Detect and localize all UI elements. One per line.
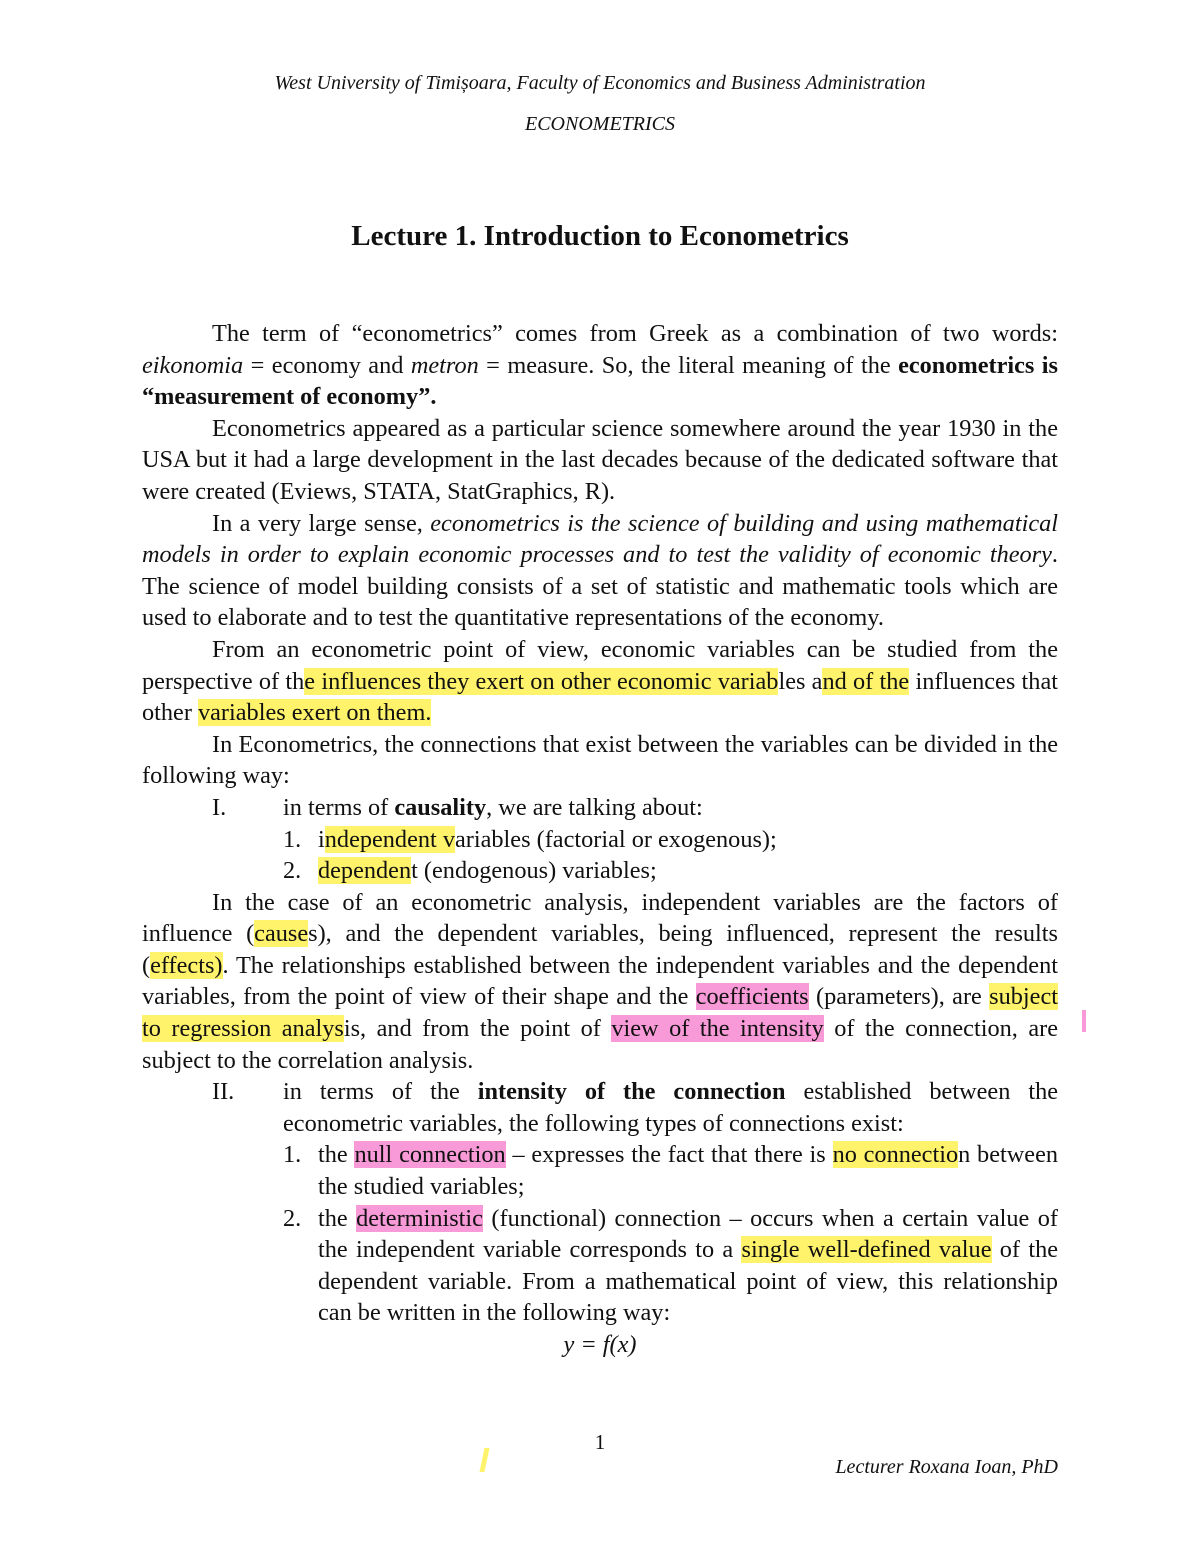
text: (parameters), are <box>808 983 990 1011</box>
section-causality <box>142 792 1058 824</box>
document-body <box>142 318 1058 1361</box>
text: The term of “econometrics” comes from Greek as a combination of two words: <box>212 320 1058 347</box>
annotation-mark-pink <box>1082 1010 1086 1032</box>
bold-term: intensity of the connection <box>477 1078 786 1106</box>
text: (functional) connection – occurs when a certain value of the independent variable corresponds to a <box>318 1204 1058 1264</box>
highlight-pink: null connection <box>354 1141 506 1169</box>
text: , we are talking about: <box>486 793 703 821</box>
highlight-yellow: no connectio <box>832 1141 959 1169</box>
paragraph-definition <box>142 508 1058 634</box>
text: = measure. So, the literal meaning of the <box>478 351 899 379</box>
paragraph-perspective <box>142 634 1058 729</box>
bold-term: causality <box>394 793 487 821</box>
text: i <box>318 825 325 853</box>
term-eikonomia: eikonomia <box>142 351 244 379</box>
text: in terms of the <box>283 1078 478 1106</box>
paragraph-etymology <box>142 318 1058 413</box>
footer-author: Lecturer Roxana Ioan, PhD <box>835 1456 1058 1478</box>
highlight-pink: deterministic <box>356 1204 483 1232</box>
highlight-yellow: e influences they exert on other economic variab <box>304 667 779 695</box>
list-item <box>142 824 1058 856</box>
italic-definition: econometrics is the science of building and using mathematical models in order to explain economic processes and to test the validity of economic theory <box>142 509 1059 569</box>
header-course: ECONOMETRICS <box>525 113 675 135</box>
text: is, and from the point of <box>343 1015 612 1043</box>
paragraph-history: Econometrics appeared as a particular science somewhere around the year 1930 in the USA but it had a large development in the last decades because of the dedicated software that were created (Eviews, STATA, StatGraphics, R). <box>142 414 1058 505</box>
roman-numeral: I. <box>212 793 227 821</box>
highlight-pink: coefficients <box>695 983 809 1011</box>
text: In a very large sense, <box>212 509 431 537</box>
text: n between the studied variables; <box>318 1141 1058 1201</box>
highlight-yellow: cause <box>254 920 309 948</box>
list-item <box>142 1203 1058 1329</box>
highlight-yellow: single well-defined value <box>741 1236 992 1264</box>
text: of the dependent variable. From a mathematical point of view, this relationship can be written in the following way: <box>318 1236 1058 1327</box>
item-number: 1. <box>283 825 302 853</box>
text: les a <box>778 667 823 695</box>
highlight-yellow: ndependent v <box>324 825 455 853</box>
text: the <box>318 1141 355 1169</box>
text: s), and the dependent variables, being influenced, represent the results ( <box>142 920 1058 979</box>
highlight-yellow: dependen <box>318 857 412 885</box>
lecture-title: Lecture 1. Introduction to Econometrics <box>351 220 849 252</box>
highlight-yellow: nd of the <box>822 667 910 695</box>
term-metron: metron <box>410 351 479 379</box>
text: = economy and <box>243 351 411 379</box>
item-number: 1. <box>283 1141 302 1169</box>
bold-definition: econometrics is “measurement of economy”. <box>142 351 1058 411</box>
text: From an econometric point of view, economic variables can be studied from the perspective of th <box>142 635 1058 695</box>
text: influences that other <box>142 667 1058 727</box>
highlight-yellow: subject to regression analys <box>142 983 1058 1043</box>
text: in terms of <box>283 793 395 821</box>
item-number: 2. <box>283 1204 302 1232</box>
text: established between the econometric variables, the following types of connections exist: <box>283 1078 1059 1137</box>
item-number: 2. <box>283 857 302 885</box>
text: . The relationships established between the independent variables and the dependent variables, from the point of view of their shape and the <box>142 951 1058 1011</box>
formula: y = f(x) <box>563 1331 637 1358</box>
paragraph-analysis <box>142 887 1058 1077</box>
paragraph-connections: In Econometrics, the connections that exist between the variables can be divided in the following way: <box>142 730 1058 790</box>
list-item <box>142 1139 1058 1202</box>
text: of the connection, are subject to the correlation analysis. <box>142 1015 1058 1074</box>
text: ariables (factorial or exogenous); <box>454 825 777 853</box>
highlight-yellow: variables exert on them. <box>198 699 432 727</box>
page-number: 1 <box>594 1430 606 1454</box>
text: . The science of model building consists of a set of statistic and mathematic tools which are used to elaborate and to test the quantitative representations of the economy. <box>142 541 1058 632</box>
highlight-pink: view of the intensity <box>611 1015 824 1043</box>
roman-numeral: II. <box>212 1078 235 1106</box>
section-intensity <box>142 1076 1058 1139</box>
header-university: West University of Timișoara, Faculty of Economics and Business Administration <box>274 72 926 94</box>
list-item <box>142 855 1058 887</box>
text: – expresses the fact that there is <box>505 1141 833 1169</box>
text: In the case of an econometric analysis, independent variables are the factors of influence ( <box>142 888 1058 948</box>
text: the <box>318 1204 357 1232</box>
text: t (endogenous) variables; <box>411 857 657 885</box>
highlight-yellow: effects) <box>150 951 223 979</box>
